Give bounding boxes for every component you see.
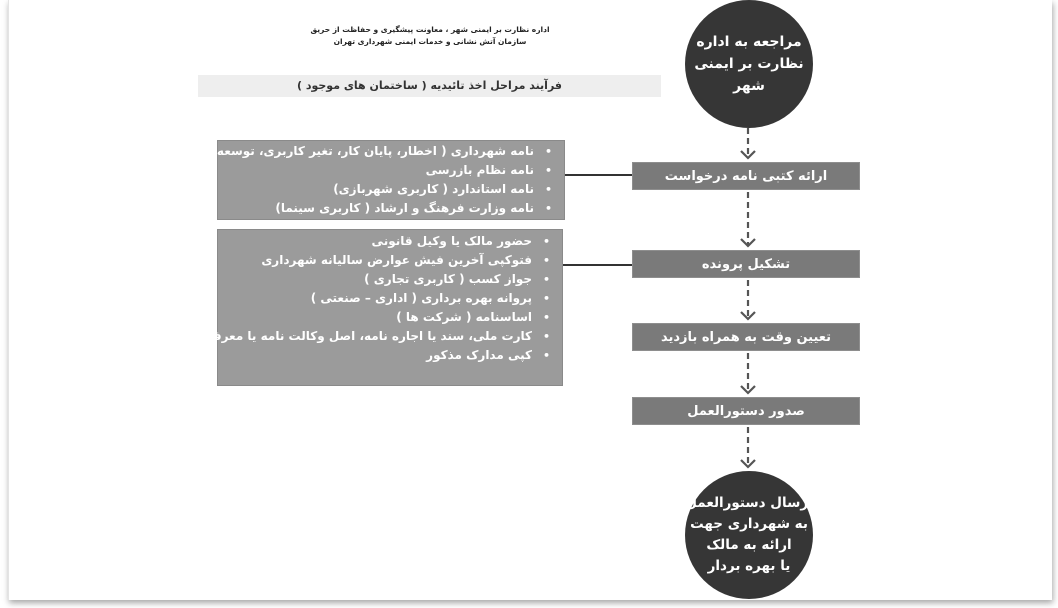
request-letter-item: • نامه وزارت فرهنگ و ارشاد ( کاربری سینما) — [218, 199, 564, 218]
step-issue-instructions: صدور دستورالعمل — [632, 397, 860, 425]
end-node-line-2: به شهرداری جهت — [690, 516, 808, 532]
step-file-creation: تشکیل پرونده — [632, 250, 860, 278]
end-node — [685, 471, 813, 599]
request-letters-box — [198, 140, 565, 220]
process-title: فرآیند مراحل اخذ تائیدیه ( ساختمان های موجود ) — [198, 75, 661, 97]
connector-line-request — [565, 174, 632, 176]
header-line-2: سازمان آتش نشانی و خدمات ایمنی شهرداری تهران — [333, 37, 527, 46]
start-node-line-2: نظارت بر ایمنی شهر — [694, 56, 804, 94]
file-document-item: • جواز کسب ( کاربری تجاری ) — [218, 270, 562, 289]
step-written-request: ارائه کتبی نامه درخواست — [632, 162, 860, 190]
end-node-line-4: یا بهره بردار — [707, 558, 791, 574]
header-line-1: اداره نظارت بر ایمنی شهر ، معاونت پیشگیری و حفاظت از حریق — [310, 25, 550, 34]
file-document-item: • فتوکپی آخرین فیش عوارض سالیانه شهرداری — [218, 251, 562, 270]
file-document-item: • کارت ملی، سند یا اجاره نامه، اصل وکالت نامه یا معرفی نامه — [218, 327, 562, 346]
request-letter-item: • نامه استاندارد ( کاربری شهربازی) — [218, 180, 564, 199]
file-document-item: • اساسنامه ( شرکت ها ) — [218, 308, 562, 327]
start-node-line-1: مراجعه به اداره — [696, 34, 802, 50]
request-letter-item: • نامه نظام بازرسی — [218, 161, 564, 180]
start-node — [685, 0, 813, 128]
file-document-item: • کپی مدارک مذکور — [218, 346, 562, 365]
file-document-item: • حضور مالک یا وکیل قانونی — [218, 232, 562, 251]
request-letter-item: • نامه شهرداری ( اخطار، پایان کار، تغیر کاربری، توسعه بنا — [218, 142, 564, 161]
organization-header — [300, 24, 560, 48]
file-documents-box — [173, 229, 563, 386]
end-node-line-1: ارسال دستورالعمل — [685, 495, 813, 511]
end-node-line-3: ارائه به مالک — [706, 537, 792, 553]
step-schedule-inspection: تعیین وقت به همراه بازدید — [632, 323, 860, 351]
connector-line-file — [563, 264, 632, 266]
file-document-item: • پروانه بهره برداری ( اداری – صنعتی ) — [218, 289, 562, 308]
